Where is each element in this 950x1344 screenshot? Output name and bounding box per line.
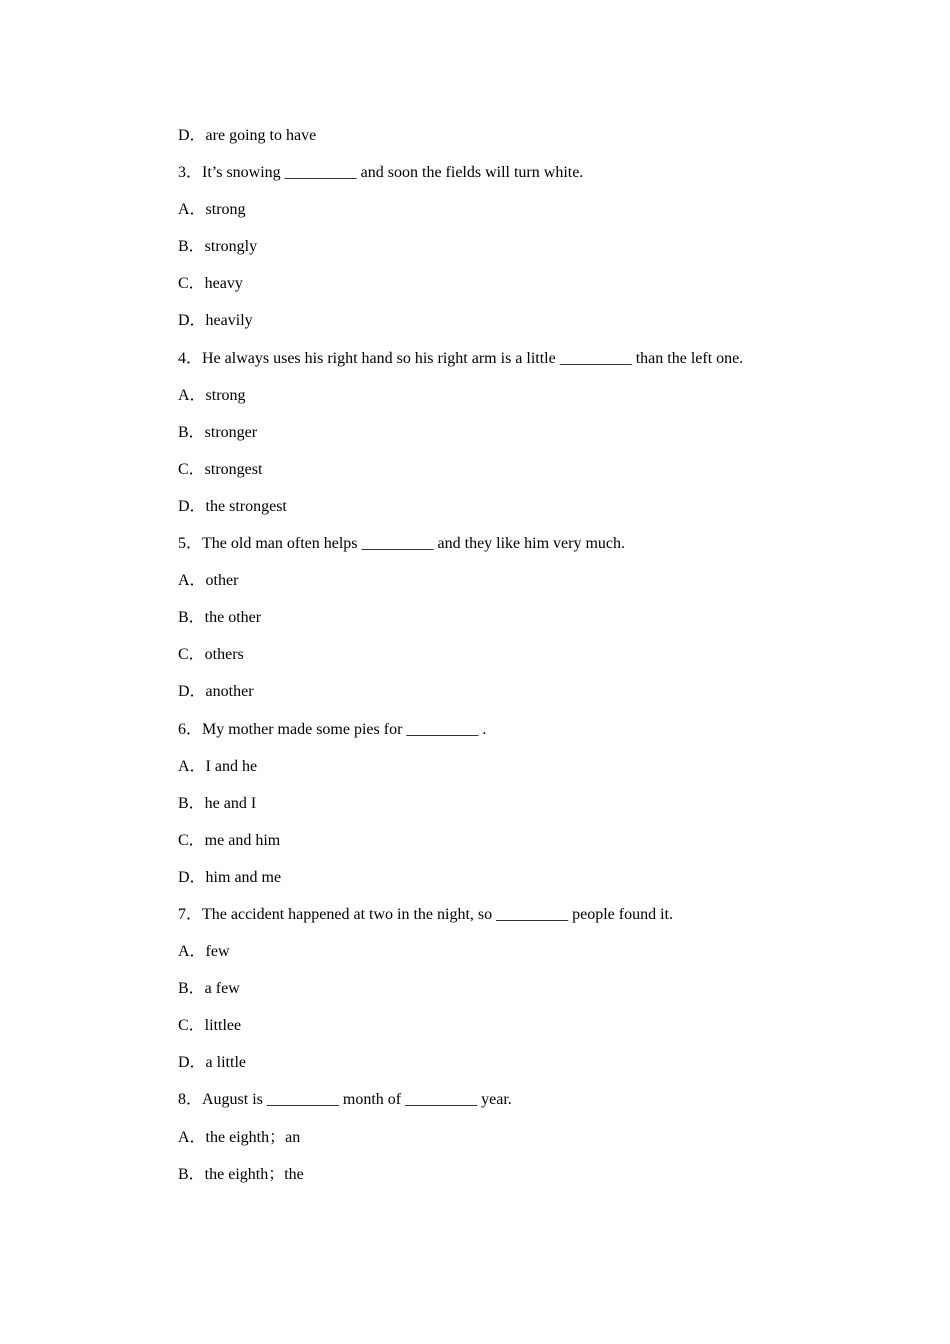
option-c-q3: C．heavy xyxy=(178,275,243,293)
option-d-q6: D．him and me xyxy=(178,868,282,886)
option-a-q6: A．I and he xyxy=(178,757,258,775)
question-5: 5．The old man often helps _________ and they like him very much. xyxy=(178,535,626,553)
option-a-q8: A．the eighth；an xyxy=(178,1128,301,1146)
question-7: 7．The accident happened at two in the night, so _________ people found it. xyxy=(178,905,674,923)
option-c-q4: C．strongest xyxy=(178,460,263,478)
option-a-q3: A．strong xyxy=(178,201,246,219)
question-6: 6．My mother made some pies for _________ . xyxy=(178,720,487,738)
option-d-q5: D．another xyxy=(178,683,254,701)
option-b-q7: B．a few xyxy=(178,980,240,998)
option-b-q3: B．strongly xyxy=(178,238,258,256)
option-b-q5: B．the other xyxy=(178,609,262,627)
option-c-q5: C．others xyxy=(178,646,244,664)
question-3: 3．It’s snowing _________ and soon the fields will turn white. xyxy=(178,164,584,182)
option-a-q7: A．few xyxy=(178,943,230,961)
option-c-q6: C．me and him xyxy=(178,831,281,849)
question-4: 4．He always uses his right hand so his right arm is a little _________ than the left one. xyxy=(178,349,744,367)
option-c-q7: C．littlee xyxy=(178,1017,242,1035)
option-b-q8: B．the eighth；the xyxy=(178,1165,304,1183)
option-d-q3: D．heavily xyxy=(178,312,253,330)
option-d-q4: D．the strongest xyxy=(178,497,287,515)
option-d-q2: D．are going to have xyxy=(178,127,317,144)
option-d-q7: D．a little xyxy=(178,1054,246,1072)
option-a-q4: A．strong xyxy=(178,386,246,404)
question-list xyxy=(178,125,878,1201)
option-a-q5: A．other xyxy=(178,572,239,590)
option-b-q6: B．he and I xyxy=(178,794,257,812)
option-b-q4: B．stronger xyxy=(178,423,258,441)
question-8: 8．August is _________ month of _________ year. xyxy=(178,1091,512,1109)
